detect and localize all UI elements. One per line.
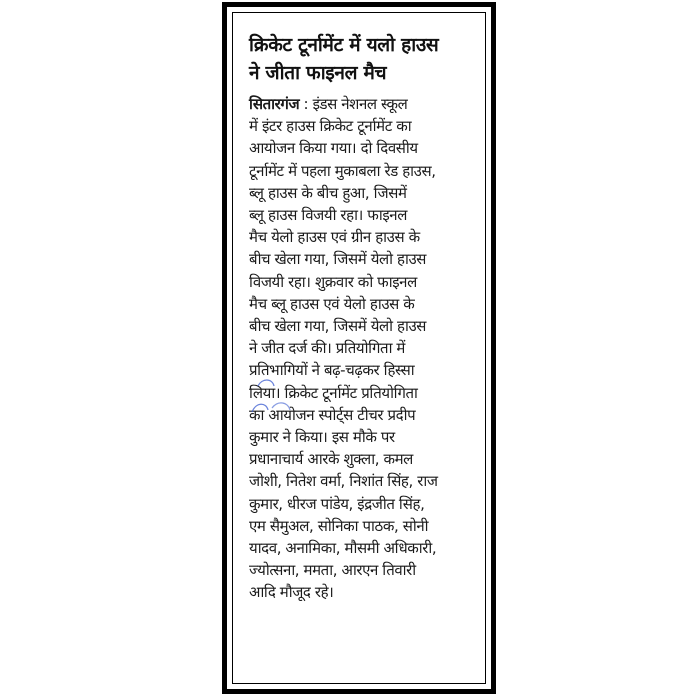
article-body: [249, 93, 475, 604]
body-line: एम सैमुअल, सोनिका पाठक, सोनी: [249, 516, 429, 535]
body-line: ब्लू हाउस विजयी रहा। फाइनल: [249, 206, 407, 225]
headline-line: ने जीता फाइनल मैच: [249, 62, 387, 84]
body-line: आयोजन किया गया। दो दिवसीय: [249, 139, 418, 158]
dateline-separator: :: [299, 95, 313, 113]
body-line: ब्लू हाउस के बीच हुआ, जिसमें: [249, 183, 407, 202]
body-line: मैच येलो हाउस एवं ग्रीन हाउस के: [249, 228, 420, 247]
body-line: आदि मौजूद रहे।: [249, 583, 334, 602]
body-line: कुमार ने किया। इस मौके पर: [249, 428, 395, 447]
body-line: ज्योत्सना, ममता, आरएन तिवारी: [249, 561, 416, 580]
body-line: में इंटर हाउस क्रिकेट टूर्नामेंट का: [249, 117, 412, 136]
body-line: बीच खेला गया, जिसमें येलो हाउस: [249, 250, 427, 269]
body-line: यादव, अनामिका, मौसमी अधिकारी,: [249, 539, 437, 558]
clipping-inner-border: [232, 12, 486, 684]
body-line: ने जीत दर्ज की। प्रतियोगिता में: [249, 339, 406, 358]
body-line: का आयोजन स्पोर्ट्स टीचर प्रदीप: [249, 405, 416, 424]
body-line: जोशी, नितेश वर्मा, निशांत सिंह, राज: [249, 472, 438, 491]
body-line: बीच खेला गया, जिसमें येलो हाउस: [249, 317, 427, 336]
body-line: विजयी रहा। शुक्रवार को फाइनल: [249, 272, 417, 291]
body-line: मैच ब्लू हाउस एवं येलो हाउस के: [249, 294, 415, 313]
clipping-outer-border: [222, 2, 496, 694]
body-text: इंडस नेशनल स्कूल: [312, 95, 408, 113]
article-headline: [249, 31, 475, 87]
body-line: कुमार, धीरज पांडेय, इंद्रजीत सिंह,: [249, 494, 425, 513]
body-line: टूर्नामेंट में पहला मुकाबला रेड हाउस,: [249, 161, 436, 180]
body-line: प्रधानाचार्य आरके शुक्ला, कमल: [249, 450, 413, 469]
body-line: लिया। क्रिकेट टूर्नामेंट प्रतियोगिता: [249, 383, 418, 402]
body-line: प्रतिभागियों ने बढ़-चढ़कर हिस्सा: [249, 361, 415, 380]
headline-line: क्रिकेट टूर्नामेंट में यलो हाउस: [249, 34, 439, 56]
dateline: सितारगंज: [249, 95, 300, 113]
body-line: [249, 93, 475, 115]
